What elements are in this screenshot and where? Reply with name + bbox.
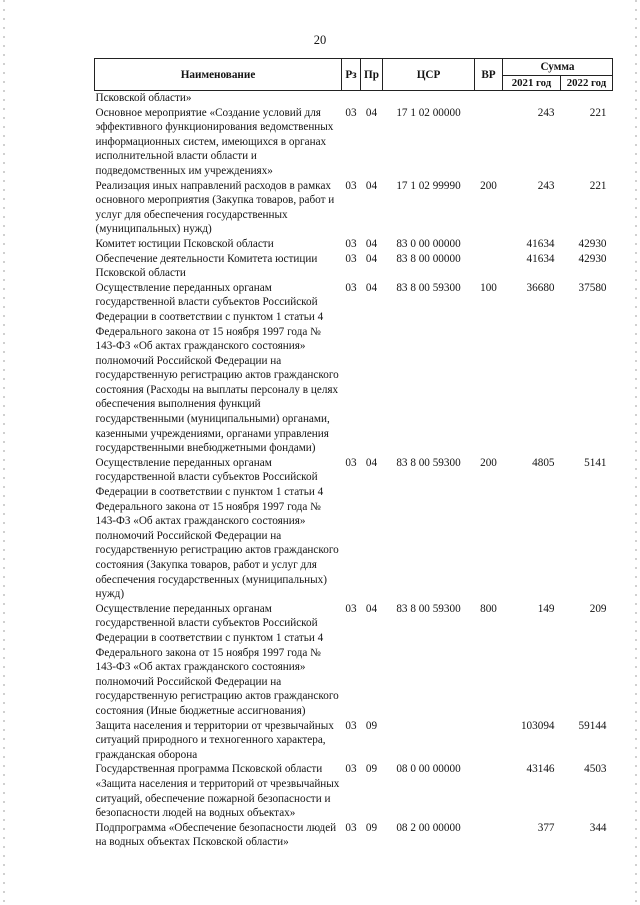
row-csr: 83 8 00 00000 — [396, 252, 461, 265]
table-row — [95, 821, 613, 850]
table-row — [95, 106, 613, 179]
row-csr: 08 2 00 00000 — [396, 821, 461, 834]
table-row — [95, 179, 613, 237]
row-vr — [475, 252, 503, 281]
row-csr: 08 0 00 00000 — [396, 763, 461, 776]
table-body — [95, 91, 613, 850]
row-sum-2022: 5141 — [584, 456, 607, 469]
table-row — [95, 762, 613, 820]
row-vr: 200 — [480, 179, 497, 192]
header-pr: Пр — [361, 59, 383, 91]
row-rz: 03 — [345, 719, 357, 732]
row-csr — [383, 719, 475, 763]
header-row — [95, 59, 613, 76]
row-rz: 03 — [345, 763, 357, 776]
header-csr: ЦСР — [383, 59, 475, 91]
row-csr: 83 0 00 00000 — [396, 237, 461, 250]
row-sum-2021: 41634 — [526, 237, 555, 250]
row-pr: 04 — [365, 602, 378, 615]
row-sum-2021: 377 — [537, 821, 555, 834]
row-pr: 09 — [365, 719, 378, 732]
row-name: Основное мероприятие «Создание условий для эффективного функционирования ведомственных информационных систем, имеющихся в органах исполнительной власти области и подведомственных им учреждениях» — [95, 106, 334, 177]
row-rz: 03 — [345, 821, 357, 834]
header-year-2021: 2021 год — [503, 76, 561, 91]
row-sum-2021: 103094 — [520, 719, 555, 732]
row-csr: 17 1 02 00000 — [396, 106, 461, 119]
table-row — [95, 719, 613, 763]
row-vr: 100 — [480, 281, 497, 294]
row-pr: 04 — [365, 456, 378, 469]
row-pr: 04 — [365, 281, 378, 294]
right-edge-marks — [635, 0, 637, 905]
table-row — [95, 237, 613, 252]
row-name: Осуществление переданных органам государственной власти субъектов Российской Федерации в соответствии с пунктом 1 статьи 4 Федерального закона от 15 ноября 1997 года № 143-ФЗ «Об актах гражданского состояния» полномочий Российской Федерации на государственную регистрацию актов гражданского состояния (Расходы на выплаты персоналу в целях обеспечения выполнения функций государственными (муниципальными) органами, казенными учреждениями, органами управления государственными внебюджетными фондами) — [95, 281, 339, 455]
row-pr: 09 — [365, 821, 378, 834]
row-vr — [475, 106, 503, 179]
row-vr: 200 — [480, 456, 497, 469]
row-csr: 83 8 00 59300 — [396, 281, 461, 294]
row-rz — [342, 91, 361, 106]
row-rz: 03 — [345, 252, 357, 265]
row-sum-2022 — [561, 91, 613, 106]
row-vr — [475, 91, 503, 106]
row-rz: 03 — [345, 179, 357, 192]
row-sum-2022: 221 — [589, 179, 607, 192]
header-sum: Сумма — [503, 59, 613, 76]
row-csr: 83 8 00 59300 — [396, 456, 461, 469]
row-rz: 03 — [345, 106, 357, 119]
row-rz: 03 — [345, 456, 357, 469]
table-row — [95, 91, 613, 106]
row-sum-2021: 4805 — [532, 456, 555, 469]
row-sum-2022: 221 — [589, 106, 607, 119]
row-sum-2021: 36680 — [526, 281, 555, 294]
row-sum-2022: 344 — [589, 821, 607, 834]
table-row — [95, 281, 613, 456]
header-name: Наименование — [95, 59, 342, 91]
row-sum-2021: 149 — [537, 602, 555, 615]
row-sum-2021: 243 — [537, 106, 555, 119]
row-sum-2021: 243 — [537, 179, 555, 192]
row-vr — [475, 719, 503, 763]
row-sum-2022: 42930 — [578, 252, 607, 265]
row-pr: 04 — [365, 252, 378, 265]
row-pr: 04 — [365, 237, 378, 250]
row-vr — [475, 237, 503, 252]
row-name: Подпрограмма «Обеспечение безопасности людей на водных объектах Псковской области» — [95, 821, 337, 849]
row-vr — [475, 821, 503, 850]
row-name: Реализация иных направлений расходов в рамках основного мероприятия (Закупка товаров, работ и услуг для обеспечения государственных (муниципальных) нужд) — [95, 179, 335, 236]
row-csr: 17 1 02 99990 — [396, 179, 461, 192]
row-name: Защита населения и территории от чрезвычайных ситуаций природного и техногенного характера, гражданская оборона — [95, 719, 334, 761]
table-row — [95, 602, 613, 719]
row-name: Псковской области» — [95, 92, 192, 104]
row-sum-2022: 59144 — [578, 719, 607, 732]
left-edge-marks — [3, 0, 5, 905]
row-csr: 83 8 00 59300 — [396, 602, 461, 615]
row-sum-2021: 43146 — [526, 763, 555, 776]
row-rz: 03 — [345, 602, 357, 615]
row-rz: 03 — [345, 237, 357, 250]
header-year-2022: 2022 год — [561, 76, 613, 91]
page-number: 20 — [313, 33, 327, 47]
row-sum-2022: 4503 — [584, 763, 607, 776]
row-sum-2021: 41634 — [526, 252, 555, 265]
row-sum-2022: 37580 — [578, 281, 607, 294]
row-name: Комитет юстиции Псковской области — [95, 237, 274, 250]
table-row — [95, 252, 613, 281]
row-pr: 04 — [365, 179, 378, 192]
row-vr: 800 — [480, 602, 497, 615]
row-pr: 04 — [365, 106, 378, 119]
row-rz: 03 — [345, 281, 357, 294]
row-name: Осуществление переданных органам государственной власти субъектов Российской Федерации в соответствии с пунктом 1 статьи 4 Федерального закона от 15 ноября 1997 года № 143-ФЗ «Об актах гражданского состояния» полномочий Российской Федерации на государственную регистрацию актов гражданского состояния (Закупка товаров, работ и услуг для обеспечения государственных (муниципальных) нужд) — [95, 456, 339, 601]
header-rz: Рз — [342, 59, 361, 91]
row-vr — [475, 762, 503, 820]
row-csr — [383, 91, 475, 106]
row-name: Государственная программа Псковской области «Защита населения и территорий от чрезвычайных ситуаций, обеспечение пожарной безопасности и безопасности людей на водных объектах» — [95, 763, 340, 820]
budget-table — [94, 58, 613, 850]
row-sum-2021 — [503, 91, 561, 106]
row-pr — [361, 91, 383, 106]
row-sum-2022: 42930 — [578, 237, 607, 250]
row-name: Осуществление переданных органам государственной власти субъектов Российской Федерации в соответствии с пунктом 1 статьи 4 Федерального закона от 15 ноября 1997 года № 143-ФЗ «Об актах гражданского состояния» полномочий Российской Федерации на государственную регистрацию актов гражданского состояния (Иные бюджетные ассигнования) — [95, 602, 339, 717]
table-row — [95, 456, 613, 602]
row-sum-2022: 209 — [589, 602, 607, 615]
row-pr: 09 — [365, 763, 378, 776]
row-name: Обеспечение деятельности Комитета юстиции Псковской области — [95, 252, 318, 280]
header-vr: ВР — [475, 59, 503, 91]
